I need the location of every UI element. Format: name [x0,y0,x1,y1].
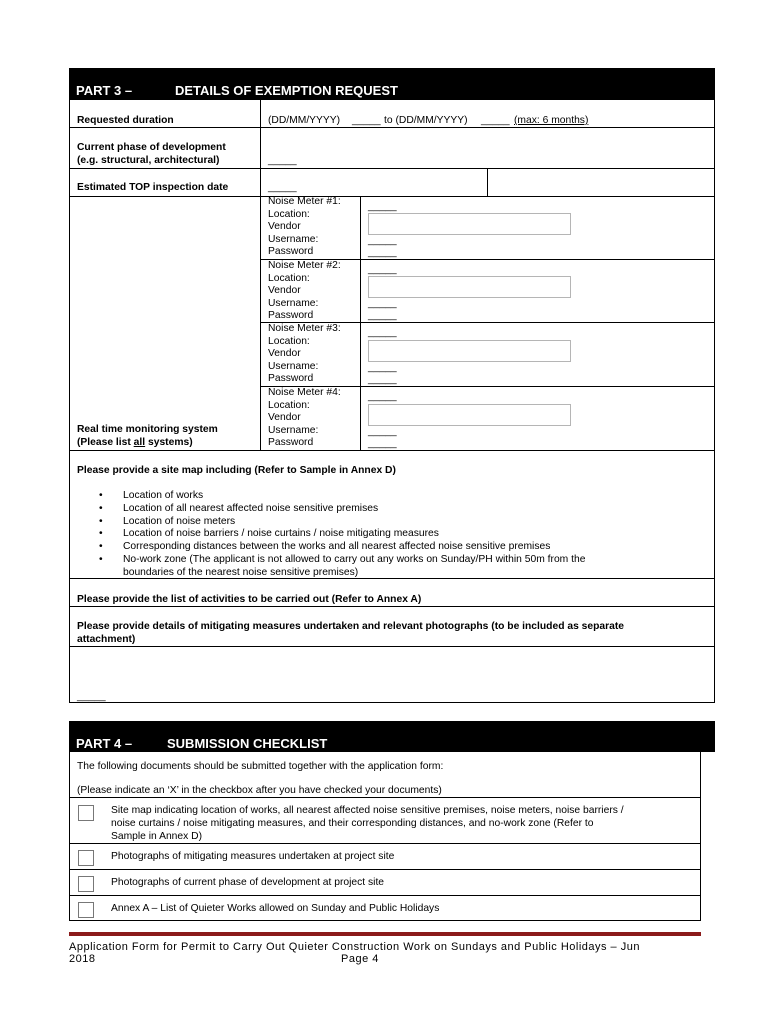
checklist-checkbox[interactable] [78,876,94,892]
part4-header [69,721,715,752]
noise-meter-1 [268,196,708,259]
meter-location-blank[interactable]: _____ [368,391,397,402]
list-item: • Location of noise barriers / noise curtains / noise mitigating measures [77,528,707,541]
list-item: • Location of works [77,490,707,503]
footer-year: 2018 [69,953,96,965]
row-divider [69,646,715,647]
sitemap-list [77,490,707,567]
checklist-item-line: Annex A – List of Quieter Works allowed on Sunday and Public Holidays [111,903,440,914]
part4-number: PART 4 – [76,736,133,751]
duration-from-format: (DD/MM/YYYY) [268,115,341,126]
meter-location-label: Location: [268,208,310,220]
meter-title: Noise Meter #4: [268,387,341,398]
checklist-item-line: Sample in Annex D) [111,831,203,842]
phase-label-line2: (e.g. structural, architectural) [77,155,220,166]
checklist-item-line: noise curtains / noise mitigating measures, and their corresponding distances, and no-work zone (Refer to [111,818,594,829]
monitoring-label-line2: (Please list all systems) [77,437,193,448]
phase-label-line1: Current phase of development [77,142,226,153]
noise-meter-3 [268,323,708,386]
footer-rule [69,932,701,936]
meter-vendor-field[interactable] [368,340,571,362]
phase-blank[interactable]: _____ [268,155,297,166]
checklist-checkbox[interactable] [78,805,94,821]
meter-location-blank[interactable]: _____ [368,201,397,212]
meter-vendor-label: Vendor [268,221,301,233]
page-number: Page 4 [341,953,379,965]
part3-title: DETAILS OF EXEMPTION REQUEST [175,83,398,98]
meter-title: Noise Meter #1: [268,196,341,207]
meter-password-blank[interactable]: _____ [368,247,397,258]
list-item: • Location of all nearest affected noise sensitive premises [77,503,707,516]
top-inspection-blank[interactable]: _____ [268,182,297,193]
meter-username-blank[interactable]: _____ [368,362,397,373]
duration-to-format: to (DD/MM/YYYY) [384,115,468,126]
checklist-item-line: Site map indicating location of works, all nearest affected noise sensitive premises, noise meters, noise barriers / [111,805,624,816]
meter-vendor-label: Vendor [268,285,301,297]
requested-duration-label: Requested duration [77,115,174,126]
part3-bottom-border [69,702,715,703]
meter-vendor-label: Vendor [268,348,301,360]
meter-username-label: Username: [268,297,319,309]
part4-title: SUBMISSION CHECKLIST [167,736,328,751]
part4-bottom-border [69,920,701,921]
meter-location-blank[interactable]: _____ [368,327,397,338]
mitigating-heading-line1: Please provide details of mitigating measures undertaken and relevant photographs (to be included as separate [77,621,625,632]
meter-title: Noise Meter #3: [268,323,341,334]
meter-password-blank[interactable]: _____ [368,374,397,385]
meter-username-label: Username: [268,424,319,436]
part3-right-border [714,100,715,703]
meter-password-label: Password [268,310,314,322]
meter-location-label: Location: [268,272,310,284]
meter-vendor-label: Vendor [268,412,301,424]
meter-username-blank[interactable]: _____ [368,426,397,437]
meter-username-label: Username: [268,233,319,245]
meter-password-label: Password [268,246,314,258]
duration-to-blank[interactable]: _____ [481,115,510,126]
meter-vendor-field[interactable] [368,276,571,298]
meter-password-blank[interactable]: _____ [368,438,397,449]
meter-location-label: Location: [268,335,310,347]
footer-title: Application Form for Permit to Carry Out Quieter Construction Work on Sundays and Public Holidays – Jun [69,941,640,953]
meter-title: Noise Meter #2: [268,260,341,271]
list-item: • Location of noise meters [77,516,707,529]
meter-location-label: Location: [268,399,310,411]
part3-header [69,68,715,100]
row-divider [69,869,701,870]
meter-password-label: Password [268,373,314,385]
meter-username-blank[interactable]: _____ [368,235,397,246]
meter-password-blank[interactable]: _____ [368,310,397,321]
noise-meter-4 [268,387,708,450]
mitigating-blank[interactable]: _____ [77,691,106,702]
part3-number: PART 3 – [76,83,133,98]
meter-username-blank[interactable]: _____ [368,298,397,309]
checklist-item-line: Photographs of mitigating measures undertaken at project site [111,851,395,862]
checklist-checkbox[interactable] [78,902,94,918]
meter-location-blank[interactable]: _____ [368,264,397,275]
meter-vendor-field[interactable] [368,404,571,426]
meter-username-label: Username: [268,360,319,372]
checklist-instruction: (Please indicate an ‘X’ in the checkbox after you have checked your documents) [77,785,442,796]
top-date-divider [487,168,488,196]
checklist-item-line: Photographs of current phase of development at project site [111,877,385,888]
list-item: • No-work zone (The applicant is not allowed to carry out any works on Sunday/PH within 50m from the [77,554,707,567]
checklist-intro: The following documents should be submitted together with the application form: [77,761,444,772]
sitemap-item-continuation: boundaries of the nearest noise sensitive premises) [123,567,359,578]
activities-heading: Please provide the list of activities to be carried out (Refer to Annex A) [77,594,422,605]
mitigating-heading-line2: attachment) [77,634,136,645]
duration-max-note: (max: 6 months) [514,115,589,126]
noise-meter-2 [268,260,708,323]
sitemap-heading: Please provide a site map including (Refer to Sample in Annex D) [77,465,396,476]
label-column-divider [260,100,261,450]
meter-vendor-field[interactable] [368,213,571,235]
checklist-checkbox[interactable] [78,850,94,866]
part3-left-border [69,100,70,703]
monitoring-label-line1: Real time monitoring system [77,424,218,435]
meter-password-label: Password [268,437,314,449]
row-divider [69,168,715,169]
duration-from-blank[interactable]: _____ [352,115,381,126]
row-divider [69,895,701,896]
list-item: • Corresponding distances between the works and all nearest affected noise sensitive premises [77,541,707,554]
top-inspection-label: Estimated TOP inspection date [77,182,229,193]
